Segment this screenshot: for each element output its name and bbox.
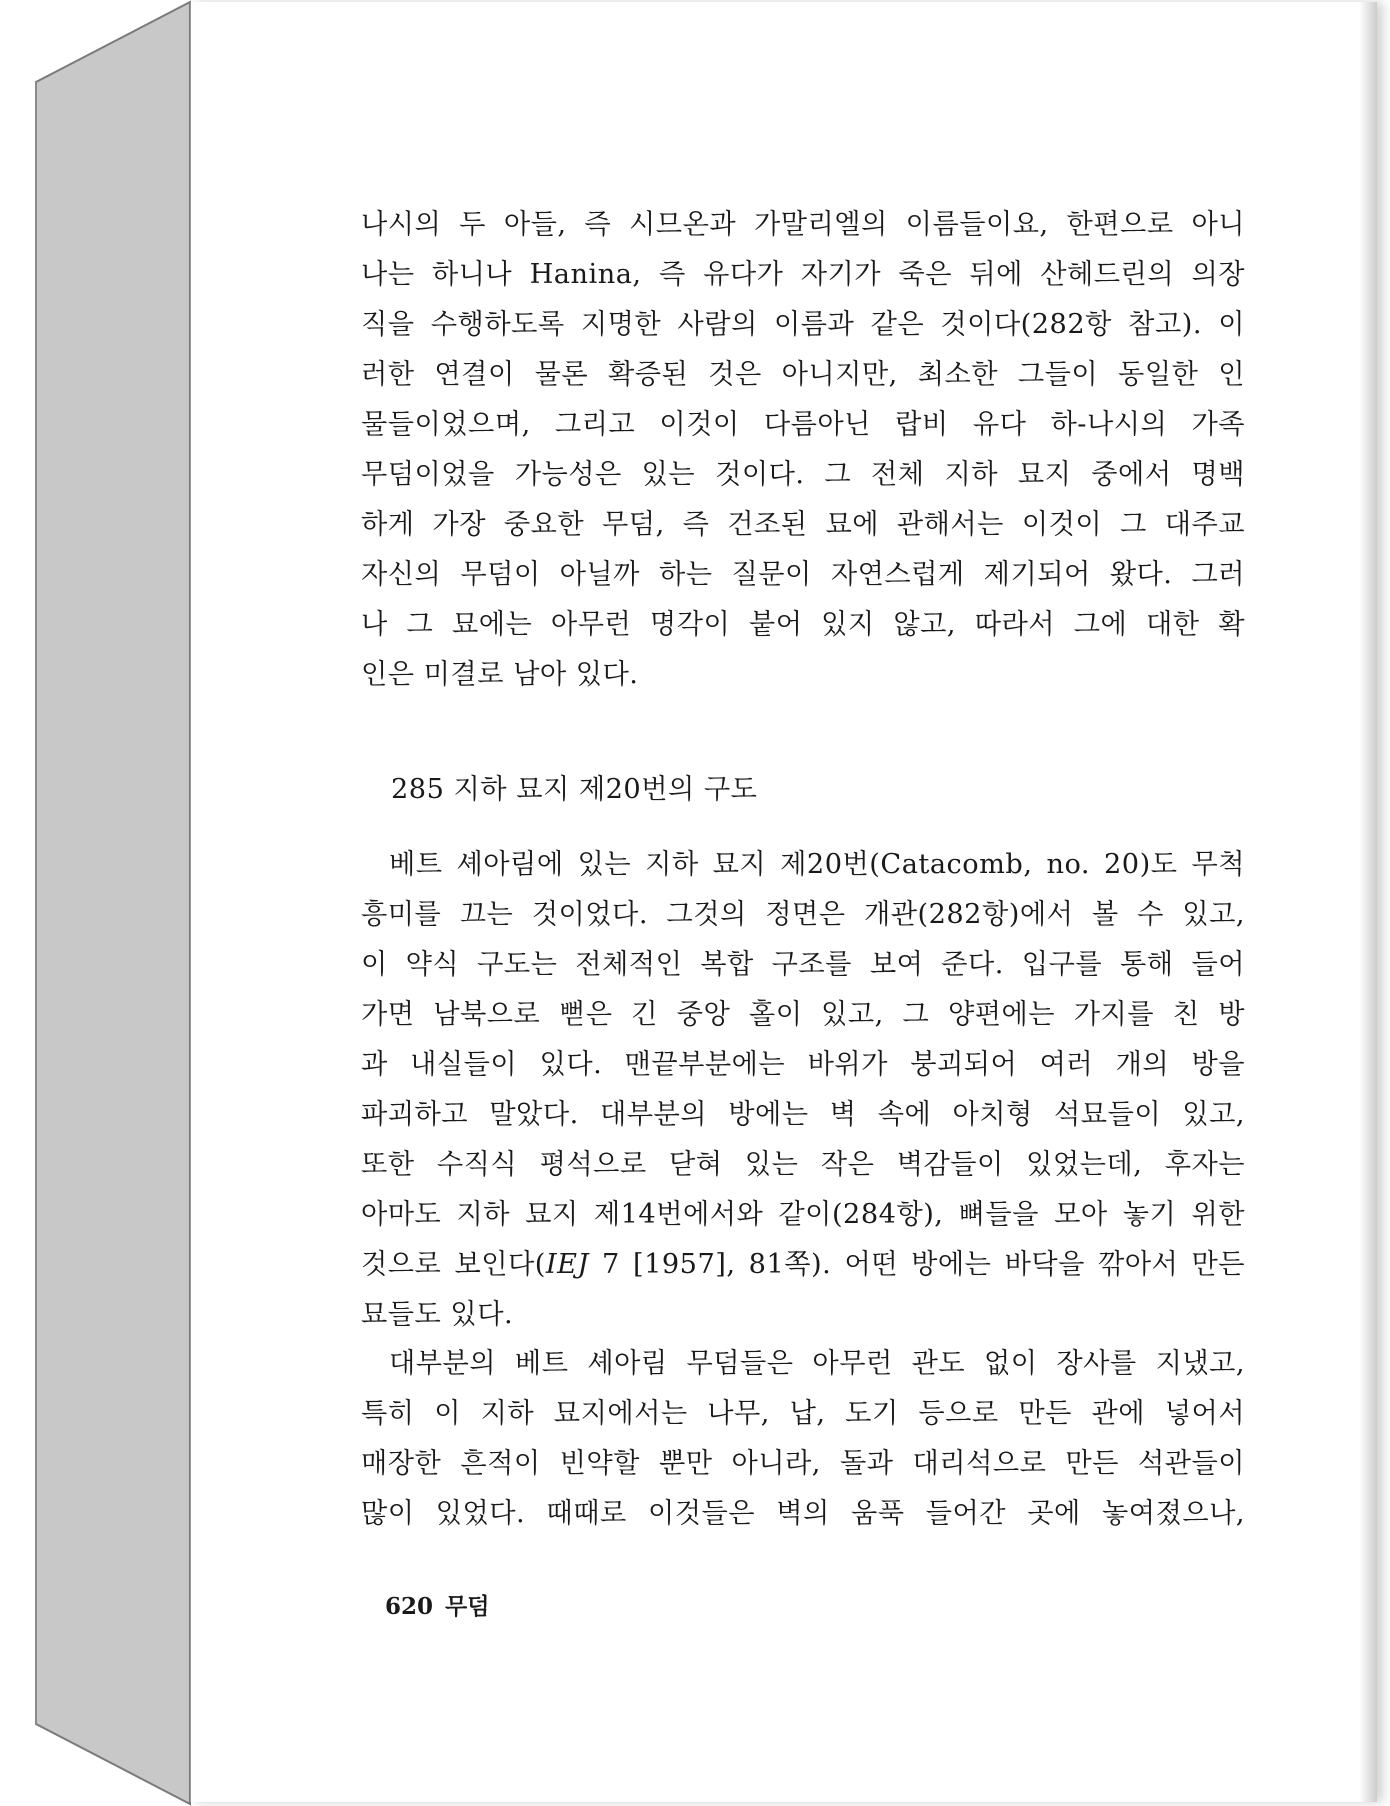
- text-line: 나 그 묘에는 아무런 명각이 붙어 있지 않고, 따라서 그에 대한 확: [361, 609, 1245, 640]
- text-line: 러한 연결이 물론 확증된 것은 아니지만, 최소한 그들이 동일한 인: [361, 359, 1245, 390]
- text-segment: 7 [1957], 81쪽). 어떤 방에는 바닥을 깎아서 만든: [588, 1249, 1245, 1280]
- text-line: 아마도 지하 묘지 제14번에서와 같이(284항), 뼈들을 모아 놓기 위한: [361, 1199, 1245, 1230]
- text-line: 이 약식 구도는 전체적인 복합 구조를 보여 준다. 입구를 통해 들어: [361, 949, 1245, 980]
- text-line: 또한 수직식 평석으로 닫혀 있는 작은 벽감들이 있었는데, 후자는: [361, 1149, 1245, 1180]
- running-title: 무덤: [445, 1593, 490, 1620]
- text-line: 매장한 흔적이 빈약할 뿐만 아니라, 돌과 대리석으로 만든 석관들이: [361, 1448, 1245, 1479]
- text-line: 직을 수행하도록 지명한 사람의 이름과 같은 것이다(282항 참고). 이: [361, 309, 1245, 340]
- text-line: 파괴하고 말았다. 대부분의 방에는 벽 속에 아치형 석묘들이 있고,: [361, 1099, 1245, 1130]
- body-paragraph-1: [361, 200, 1245, 700]
- text-line: 특히 이 지하 묘지에서는 나무, 납, 도기 등으로 만든 관에 넣어서: [361, 1398, 1245, 1429]
- text-line: 흥미를 끄는 것이었다. 그것의 정면은 개관(282항)에서 볼 수 있고,: [361, 899, 1245, 930]
- text-line: 자신의 무덤이 아닐까 하는 질문이 자연스럽게 제기되어 왔다. 그러: [361, 559, 1245, 590]
- text-line: 나는 하니나 Hanina, 즉 유다가 자기가 죽은 뒤에 산헤드린의 의장: [361, 259, 1245, 290]
- text-line: 베트 셰아림에 있는 지하 묘지 제20번(Catacomb, no. 20)도 무척: [389, 849, 1245, 880]
- book-page: [190, 2, 1377, 1802]
- text-line: 나시의 두 아들, 즉 시므온과 가말리엘의 이름들이요, 한편으로 아니: [361, 209, 1245, 240]
- text-line: 묘들도 있다.: [361, 1299, 514, 1330]
- text-line: 과 내실들이 있다. 맨끝부분에는 바위가 붕괴되어 여러 개의 방을: [361, 1049, 1245, 1080]
- text-line: 무덤이었을 가능성은 있는 것이다. 그 전체 지하 묘지 중에서 명백: [361, 459, 1245, 490]
- page-number: 620: [385, 1593, 434, 1620]
- body-paragraph-3: [361, 1339, 1245, 1539]
- journal-abbreviation: IEJ: [545, 1249, 589, 1280]
- page-edge-shadow: [1359, 2, 1377, 1802]
- page-footer: [385, 1588, 501, 1621]
- text-line: 하게 가장 중요한 무덤, 즉 건조된 묘에 관해서는 이것이 그 대주교: [361, 509, 1245, 540]
- text-line: 많이 있었다. 때때로 이것들은 벽의 움푹 들어간 곳에 놓여졌으나,: [361, 1498, 1245, 1529]
- text-line: 물들이었으며, 그리고 이것이 다름아닌 랍비 유다 하-나시의 가족: [361, 409, 1245, 440]
- text-line: 가면 남북으로 뻗은 긴 중앙 홀이 있고, 그 양편에는 가지를 친 방: [361, 999, 1245, 1030]
- text-line: [361, 1240, 1245, 1290]
- text-line: 인은 미결로 남아 있다.: [361, 659, 639, 690]
- section-heading: 285 지하 묘지 제20번의 구도: [391, 774, 758, 805]
- body-paragraph-2: [361, 840, 1245, 1340]
- text-line: 대부분의 베트 셰아림 무덤들은 아무런 관도 없이 장사를 지냈고,: [389, 1348, 1245, 1379]
- text-segment: 것으로 보인다(: [361, 1249, 546, 1280]
